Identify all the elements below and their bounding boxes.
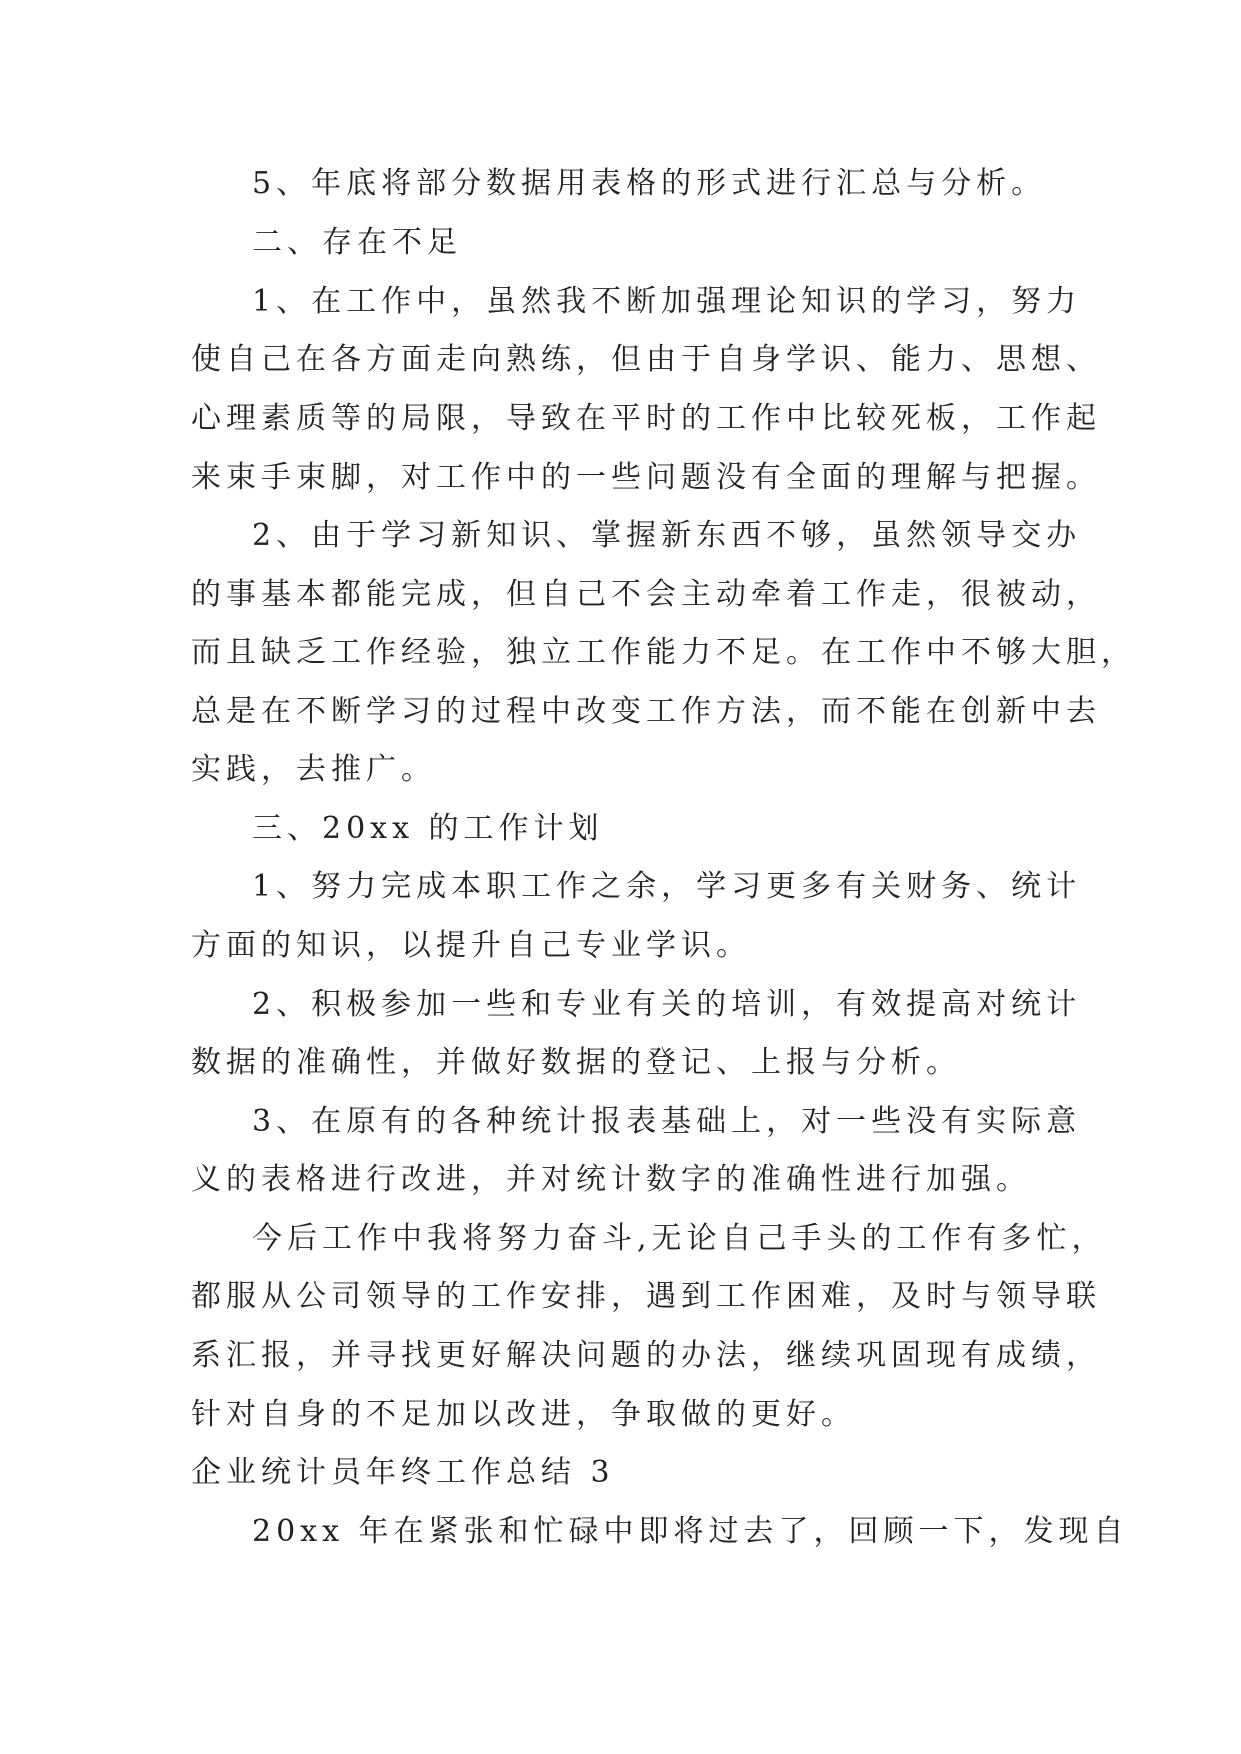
paragraph-line: 而且缺乏工作经验，独立工作能力不足。在工作中不够大胆， [191, 635, 1136, 670]
paragraph-line: 2、积极参加一些和专业有关的培训，有效提高对统计 [252, 987, 1082, 1022]
section-heading: 三、20xx 的工作计划 [252, 811, 604, 846]
paragraph-line: 5、年底将部分数据用表格的形式进行汇总与分析。 [252, 166, 1047, 201]
paragraph-line: 义的表格进行改进，并对统计数字的准确性进行加强。 [191, 1162, 1031, 1197]
paragraph-line: 2、由于学习新知识、掌握新东西不够，虽然领导交办 [252, 518, 1082, 553]
paragraph-line: 系汇报，并寻找更好解决问题的办法，继续巩固现有成绩， [191, 1338, 1101, 1373]
paragraph-line: 使自己在各方面走向熟练，但由于自身学识、能力、思想、 [191, 342, 1101, 377]
paragraph-line: 实践，去推广。 [191, 752, 436, 787]
document-title: 企业统计员年终工作总结 3 [191, 1455, 615, 1490]
paragraph-line: 来束手束脚，对工作中的一些问题没有全面的理解与把握。 [191, 460, 1101, 495]
paragraph-line: 方面的知识，以提升自己专业学识。 [191, 928, 751, 963]
paragraph-line: 数据的准确性，并做好数据的登记、上报与分析。 [191, 1045, 961, 1080]
paragraph-line: 的事基本都能完成，但自己不会主动牵着工作走，很被动， [191, 577, 1101, 612]
section-heading: 二、存在不足 [252, 225, 462, 260]
paragraph-line: 心理素质等的局限，导致在平时的工作中比较死板，工作起 [191, 401, 1101, 436]
paragraph-line: 3、在原有的各种统计报表基础上，对一些没有实际意 [252, 1104, 1082, 1139]
paragraph-line: 1、在工作中，虽然我不断加强理论知识的学习，努力 [252, 284, 1082, 319]
paragraph-line: 针对自身的不足加以改进，争取做的更好。 [191, 1397, 856, 1432]
paragraph-line: 总是在不断学习的过程中改变工作方法，而不能在创新中去 [191, 694, 1101, 729]
paragraph-line: 1、努力完成本职工作之余，学习更多有关财务、统计 [252, 869, 1082, 904]
paragraph-line: 20xx 年在紧张和忙碌中即将过去了，回顾一下，发现自 [252, 1514, 1129, 1549]
paragraph-line: 今后工作中我将努力奋斗,无论自己手头的工作有多忙， [252, 1221, 1107, 1256]
paragraph-line: 都服从公司领导的工作安排，遇到工作困难，及时与领导联 [191, 1279, 1101, 1314]
